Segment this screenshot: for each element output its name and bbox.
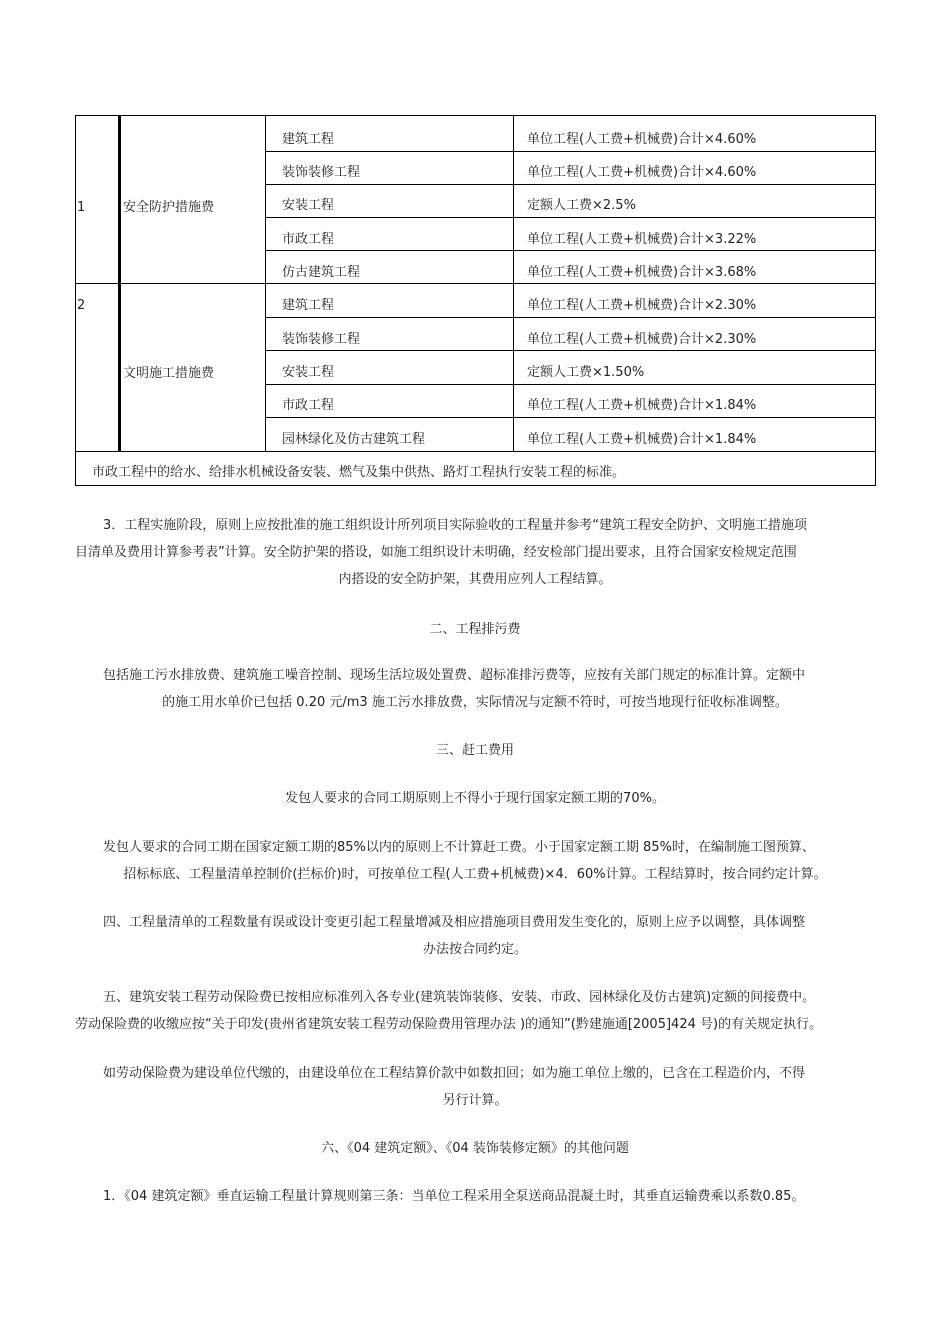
fee-table [75, 115, 876, 486]
row-category: 园林绿化及仿古建筑工程 [282, 432, 426, 447]
row-formula: 单位工程(人工费+机械费)合计×3.22% [527, 232, 757, 247]
table-border-top [75, 115, 876, 116]
row-formula: 单位工程(人工费+机械费)合计×2.30% [527, 298, 757, 313]
table-hline [265, 350, 876, 351]
paragraph-rush-2-line: 发包人要求的合同工期在国家定额工期的85%以内的原则上不计算赶工费。小于国家定额工期 85%时，在编制施工图预算、 [103, 840, 815, 855]
paragraph-rush-2-line: 招标标底、工程量清单控制价(拦标价)时，可按单位工程(人工费+机械费)×4．60%计算。工程结算时，按合同约定计算。 [123, 867, 827, 882]
row-category: 装饰装修工程 [282, 165, 361, 180]
paragraph-insurance-line: 另行计算。 [442, 1093, 508, 1108]
row-formula: 单位工程(人工费+机械费)合计×3.68% [527, 265, 757, 280]
paragraph-rush-1: 发包人要求的合同工期原则上不得小于现行国家定额工期的70%。 [285, 791, 665, 806]
table-border-left [75, 115, 76, 486]
section-heading-pollution: 二、工程排污费 [429, 622, 521, 637]
row-category: 建筑工程 [282, 132, 335, 147]
paragraph-4-line: 办法按合同约定。 [422, 942, 527, 957]
table-hline [265, 151, 876, 152]
row-formula: 单位工程(人工费+机械费)合计×4.60% [527, 165, 757, 180]
row-formula: 单位工程(人工费+机械费)合计×1.84% [527, 432, 757, 447]
row-category: 仿古建筑工程 [282, 265, 361, 280]
group-number: 1 [77, 200, 86, 215]
paragraph-6-1: 1．《04 建筑定额》垂直运输工程量计算规则第三条：当单位工程采用全泵送商品混凝土时，其垂直运输费乘以系数0.85。 [103, 1189, 805, 1204]
paragraph-4-line: 四、工程量清单的工程数量有误或设计变更引起工程量增减及相应措施项目费用发生变化的，原则上应予以调整，具体调整 [103, 915, 806, 930]
paragraph-3-line: 3．工程实施阶段，原则上应按批准的施工组织设计所列项目实际验收的工程量并参考“建筑工程安全防护、文明施工措施项 [103, 518, 808, 533]
section-heading-6: 六、《04 建筑定额》、《04 装饰装修定额》的其他问题 [321, 1141, 629, 1156]
table-hline [265, 250, 876, 251]
group-name: 文明施工措施费 [123, 366, 215, 381]
row-formula: 定额人工费×2.5% [527, 198, 636, 213]
row-category: 安装工程 [282, 365, 335, 380]
row-category: 建筑工程 [282, 298, 335, 313]
table-border-right [875, 115, 876, 486]
row-formula: 单位工程(人工费+机械费)合计×4.60% [527, 132, 757, 147]
table-hline [265, 317, 876, 318]
row-formula: 单位工程(人工费+机械费)合计×2.30% [527, 332, 757, 347]
paragraph-3-line: 目清单及费用计算参考表”计算。安全防护架的搭设，如施工组织设计未明确，经安检部门提出要求，且符合国家安检规定范围 [75, 545, 797, 560]
table-hline [265, 384, 876, 385]
row-formula: 定额人工费×1.50% [527, 365, 645, 380]
section-heading-rush: 三、赶工费用 [435, 743, 514, 758]
table-group-separator [75, 283, 876, 284]
table-note-separator [75, 451, 876, 452]
row-category: 市政工程 [282, 232, 335, 247]
group-name: 安全防护措施费 [123, 200, 215, 215]
paragraph-3-line: 内搭设的安全防护架，其费用应列人工程结算。 [338, 572, 612, 587]
table-border-bottom [75, 485, 876, 486]
row-category: 市政工程 [282, 398, 335, 413]
group-number: 2 [77, 298, 86, 313]
table-note: 市政工程中的给水、给排水机械设备安装、燃气及集中供热、路灯工程执行安装工程的标准。 [92, 465, 626, 480]
row-category: 安装工程 [282, 198, 335, 213]
paragraph-pollution-line: 的施工用水单价已包括 0.20 元/m3 施工污水排放费，实际情况与定额不符时，可按当地现行征收标准调整。 [162, 695, 788, 710]
table-hline [265, 184, 876, 185]
paragraph-pollution-line: 包括施工污水排放费、建筑施工噪音控制、现场生活垃圾处置费、超标准排污费等，应按有关部门规定的标准计算。定额中 [103, 668, 806, 683]
table-hline [265, 417, 876, 418]
row-category: 装饰装修工程 [282, 332, 361, 347]
paragraph-5-line: 五、建筑安装工程劳动保险费已按相应标准列入各专业(建筑装饰装修、安装、市政、园林绿化及仿古建筑)定额的间接费中。 [103, 990, 816, 1005]
row-formula: 单位工程(人工费+机械费)合计×1.84% [527, 398, 757, 413]
paragraph-5-line: 劳动保险费的收缴应按“关于印发(贵州省建筑安装工程劳动保险费用管理办法 )的通知”(黔建施通[2005]424 号)的有关规定执行。 [75, 1017, 823, 1032]
table-hline [265, 217, 876, 218]
paragraph-insurance-line: 如劳动保险费为建设单位代缴的，由建设单位在工程结算价款中如数扣回；如为施工单位上缴的，已含在工程造价内，不得 [103, 1066, 806, 1081]
